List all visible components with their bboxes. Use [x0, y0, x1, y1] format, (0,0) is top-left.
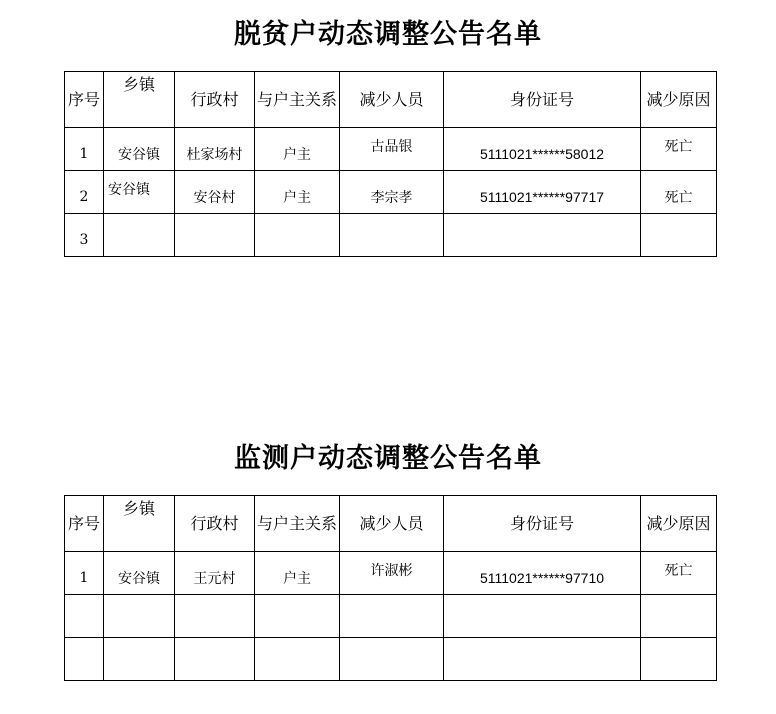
cell-relation: [255, 595, 340, 638]
cell-relation: 户主: [255, 128, 340, 171]
header-village: 行政村: [175, 72, 255, 128]
header-village: 行政村: [175, 496, 255, 552]
cell-reason: 死亡: [641, 171, 717, 214]
cell-removed-person: [340, 638, 444, 681]
header-id-number: 身份证号: [444, 72, 641, 128]
table-row: [65, 171, 717, 214]
header-reason: 减少原因: [641, 496, 717, 552]
header-relation: 与户主关系: [255, 72, 340, 128]
cell-serial: 1: [65, 552, 104, 595]
cell-relation: 户主: [255, 171, 340, 214]
cell-township: [104, 595, 175, 638]
table-title-poverty-alleviation: 脱贫户动态调整公告名单: [234, 19, 542, 50]
cell-removed-person: 李宗孝: [340, 171, 444, 214]
cell-township: [104, 638, 175, 681]
table-row: [65, 128, 717, 171]
cell-removed-person: 古品银: [340, 128, 444, 171]
table-row: [65, 638, 717, 681]
cell-village: [175, 214, 255, 257]
cell-removed-person: [340, 214, 444, 257]
cell-reason: 死亡: [641, 128, 717, 171]
cell-removed-person: [340, 595, 444, 638]
cell-township: 安谷镇: [104, 128, 175, 171]
cell-id-number: [444, 638, 641, 681]
cell-serial: 3: [65, 214, 104, 257]
cell-township: [104, 214, 175, 257]
cell-village: 杜家场村: [175, 128, 255, 171]
cell-id-number: [444, 214, 641, 257]
cell-serial: [65, 638, 104, 681]
cell-id-number: 5111021******97717: [444, 171, 641, 214]
header-serial: 序号: [65, 496, 104, 552]
table-row: [65, 214, 717, 257]
cell-reason: [641, 638, 717, 681]
header-serial: 序号: [65, 72, 104, 128]
table-header-row: [65, 496, 717, 552]
cell-reason: [641, 214, 717, 257]
cell-id-number: 5111021******97710: [444, 552, 641, 595]
cell-relation: 户主: [255, 552, 340, 595]
cell-township: 安谷镇: [104, 171, 175, 214]
table-title-monitoring: 监测户动态调整公告名单: [234, 443, 542, 474]
cell-village: 安谷村: [175, 171, 255, 214]
cell-serial: 2: [65, 171, 104, 214]
table-row: [65, 595, 717, 638]
cell-reason: [641, 595, 717, 638]
cell-relation: [255, 638, 340, 681]
table-row: [65, 552, 717, 595]
cell-reason: 死亡: [641, 552, 717, 595]
cell-id-number: [444, 595, 641, 638]
cell-village: 王元村: [175, 552, 255, 595]
cell-removed-person: 许淑彬: [340, 552, 444, 595]
header-removed-person: 减少人员: [340, 72, 444, 128]
cell-township: 安谷镇: [104, 552, 175, 595]
poverty-alleviation-table: [64, 71, 717, 257]
header-id-number: 身份证号: [444, 496, 641, 552]
cell-serial: 1: [65, 128, 104, 171]
header-township: 乡镇: [104, 72, 175, 128]
cell-village: [175, 595, 255, 638]
cell-relation: [255, 214, 340, 257]
header-township: 乡镇: [104, 496, 175, 552]
monitoring-households-table: [64, 495, 717, 681]
cell-serial: [65, 595, 104, 638]
cell-village: [175, 638, 255, 681]
header-reason: 减少原因: [641, 72, 717, 128]
header-removed-person: 减少人员: [340, 496, 444, 552]
header-relation: 与户主关系: [255, 496, 340, 552]
table-header-row: [65, 72, 717, 128]
cell-id-number: 5111021******58012: [444, 128, 641, 171]
